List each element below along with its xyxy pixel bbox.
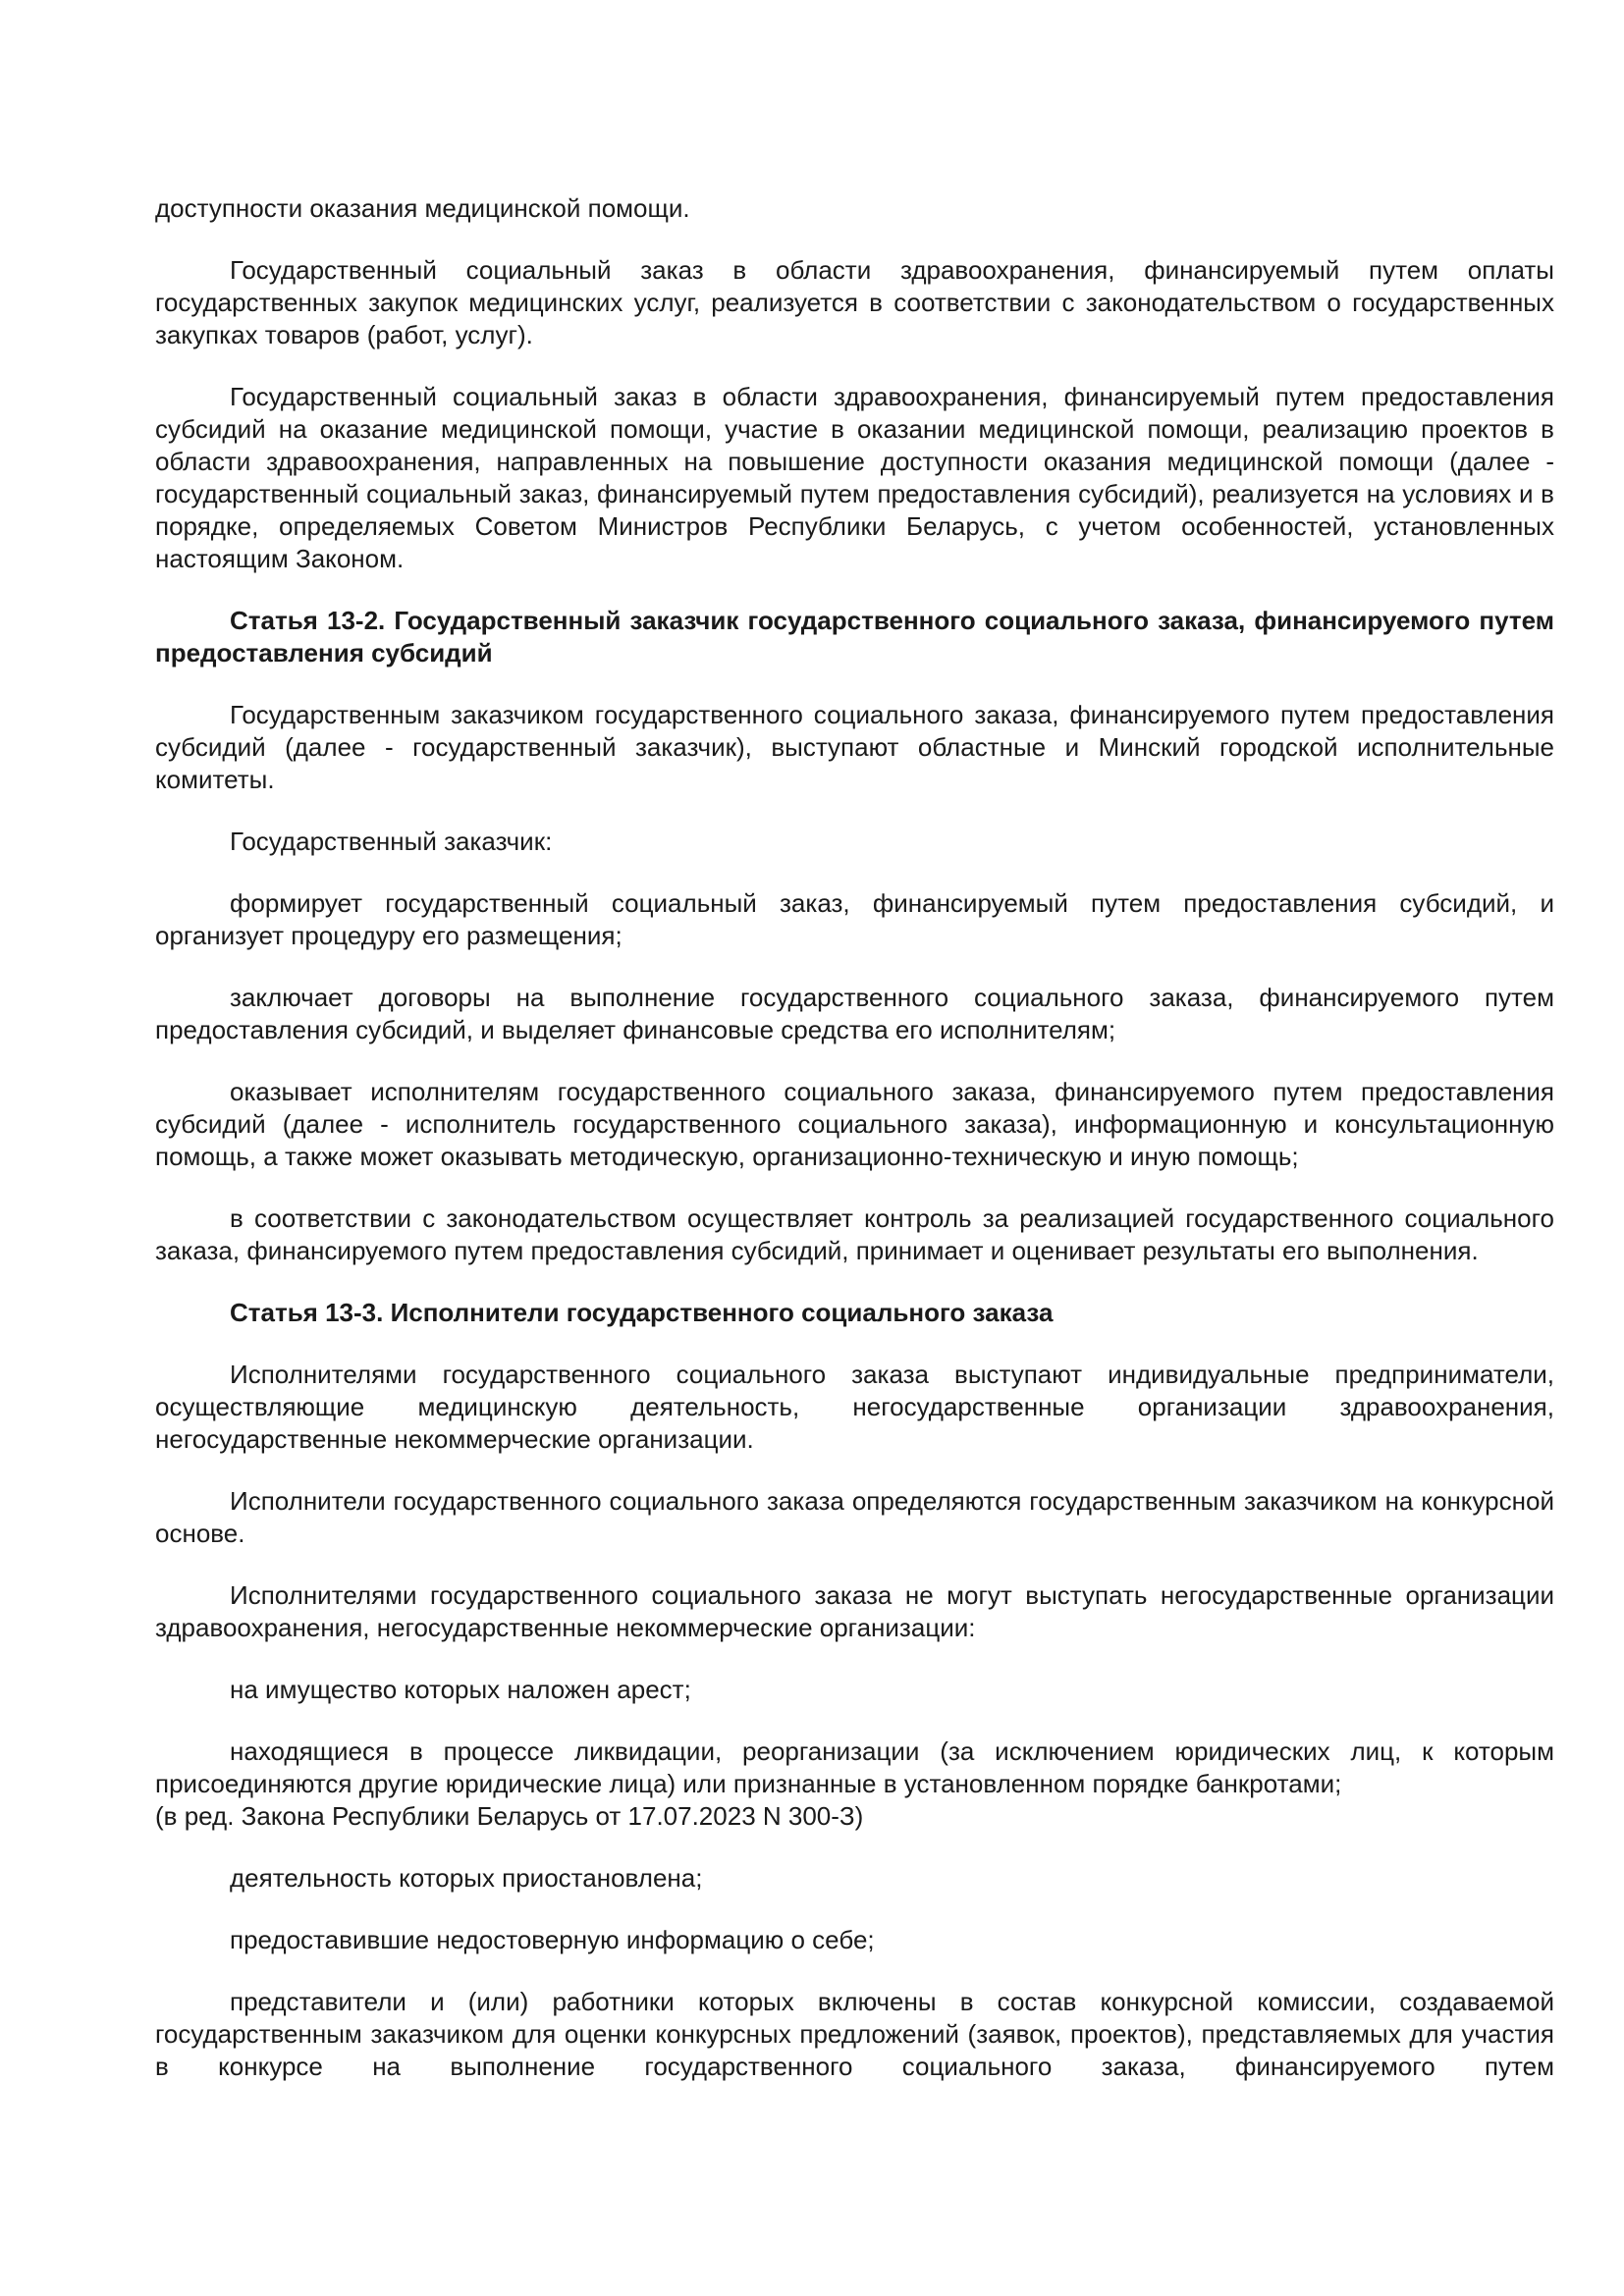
list-item: предоставившие недостоверную информацию о себе; xyxy=(230,1925,875,1954)
paragraph-continuation: доступности оказания медицинской помощи. xyxy=(155,193,690,223)
paragraph: Государственным заказчиком государственного социального заказа, финансируемого путем предоставления субсидий (далее - государственный заказчик), выступают областные и Минский городской исполнительные комитеты. xyxy=(155,700,1554,794)
list-item: оказывает исполнителям государственного социального заказа, финансируемого путем предоставления субсидий (далее - исполнитель государственного социального заказа), информационную и консультационную помощь, а также может оказывать методическую, организационно-техническую и иную помощь; xyxy=(155,1077,1554,1171)
paragraph: Исполнители государственного социального заказа определяются государственным заказчиком на конкурсной основе. xyxy=(155,1486,1554,1548)
list-item: заключает договоры на выполнение государственного социального заказа, финансируемого путем предоставления субсидий, и выделяет финансовые средства его исполнителям; xyxy=(155,983,1554,1044)
list-item: на имущество которых наложен арест; xyxy=(230,1675,691,1704)
article-heading-13-3: Статья 13-3. Исполнители государственного социального заказа xyxy=(230,1298,1054,1327)
paragraph: Государственный социальный заказ в области здравоохранения, финансируемый путем предоставления субсидий на оказание медицинской помощи, участие в оказании медицинской помощи, реализацию проектов в области здравоохранения, направленных на повышение доступности оказания медицинской помощи (далее - государственный социальный заказ, финансируемый путем предоставления субсидий), реализуется на условиях и в порядке, определяемых Советом Министров Республики Беларусь, с учетом особенностей, установленных настоящим Законом. xyxy=(155,382,1554,573)
paragraph: Государственный заказчик: xyxy=(230,827,553,856)
list-item: в соответствии с законодательством осуществляет контроль за реализацией государственного социального заказа, финансируемого путем предоставления субсидий, принимает и оценивает результаты его выполнения. xyxy=(155,1203,1554,1265)
paragraph: Исполнителями государственного социального заказа не могут выступать негосударственные организации здравоохранения, негосударственные некоммерческие организации: xyxy=(155,1580,1554,1642)
document-body xyxy=(155,192,1554,2112)
list-item: формирует государственный социальный заказ, финансируемый путем предоставления субсидий, и организует процедуру его размещения; xyxy=(155,888,1554,950)
list-item: находящиеся в процессе ликвидации, реорганизации (за исключением юридических лиц, к которым присоединяются другие юридические лица) или признанные в установленном порядке банкротами; xyxy=(155,1736,1554,1798)
article-heading-13-2: Статья 13-2. Государственный заказчик государственного социального заказа, финансируемого путем предоставления субсидий xyxy=(155,606,1554,667)
list-item: деятельность которых приостановлена; xyxy=(230,1863,703,1893)
paragraph: Исполнителями государственного социального заказа выступают индивидуальные предприниматели, осуществляющие медицинскую деятельность, негосударственные организации здравоохранения, негосударственные некоммерческие организации. xyxy=(155,1360,1554,1454)
paragraph: Государственный социальный заказ в области здравоохранения, финансируемый путем оплаты государственных закупок медицинских услуг, реализуется в соответствии с законодательством о государственных закупках товаров (работ, услуг). xyxy=(155,255,1554,349)
list-item: представители и (или) работники которых включены в состав конкурсной комиссии, создаваемой государственным заказчиком для оценки конкурсных предложений (заявок, проектов), представляемых для участия в конкурсе на выполнение государственного социального заказа, финансируемого путем xyxy=(155,1987,1554,2081)
amendment-note: (в ред. Закона Республики Беларусь от 17.07.2023 N 300-З) xyxy=(155,1801,864,1831)
